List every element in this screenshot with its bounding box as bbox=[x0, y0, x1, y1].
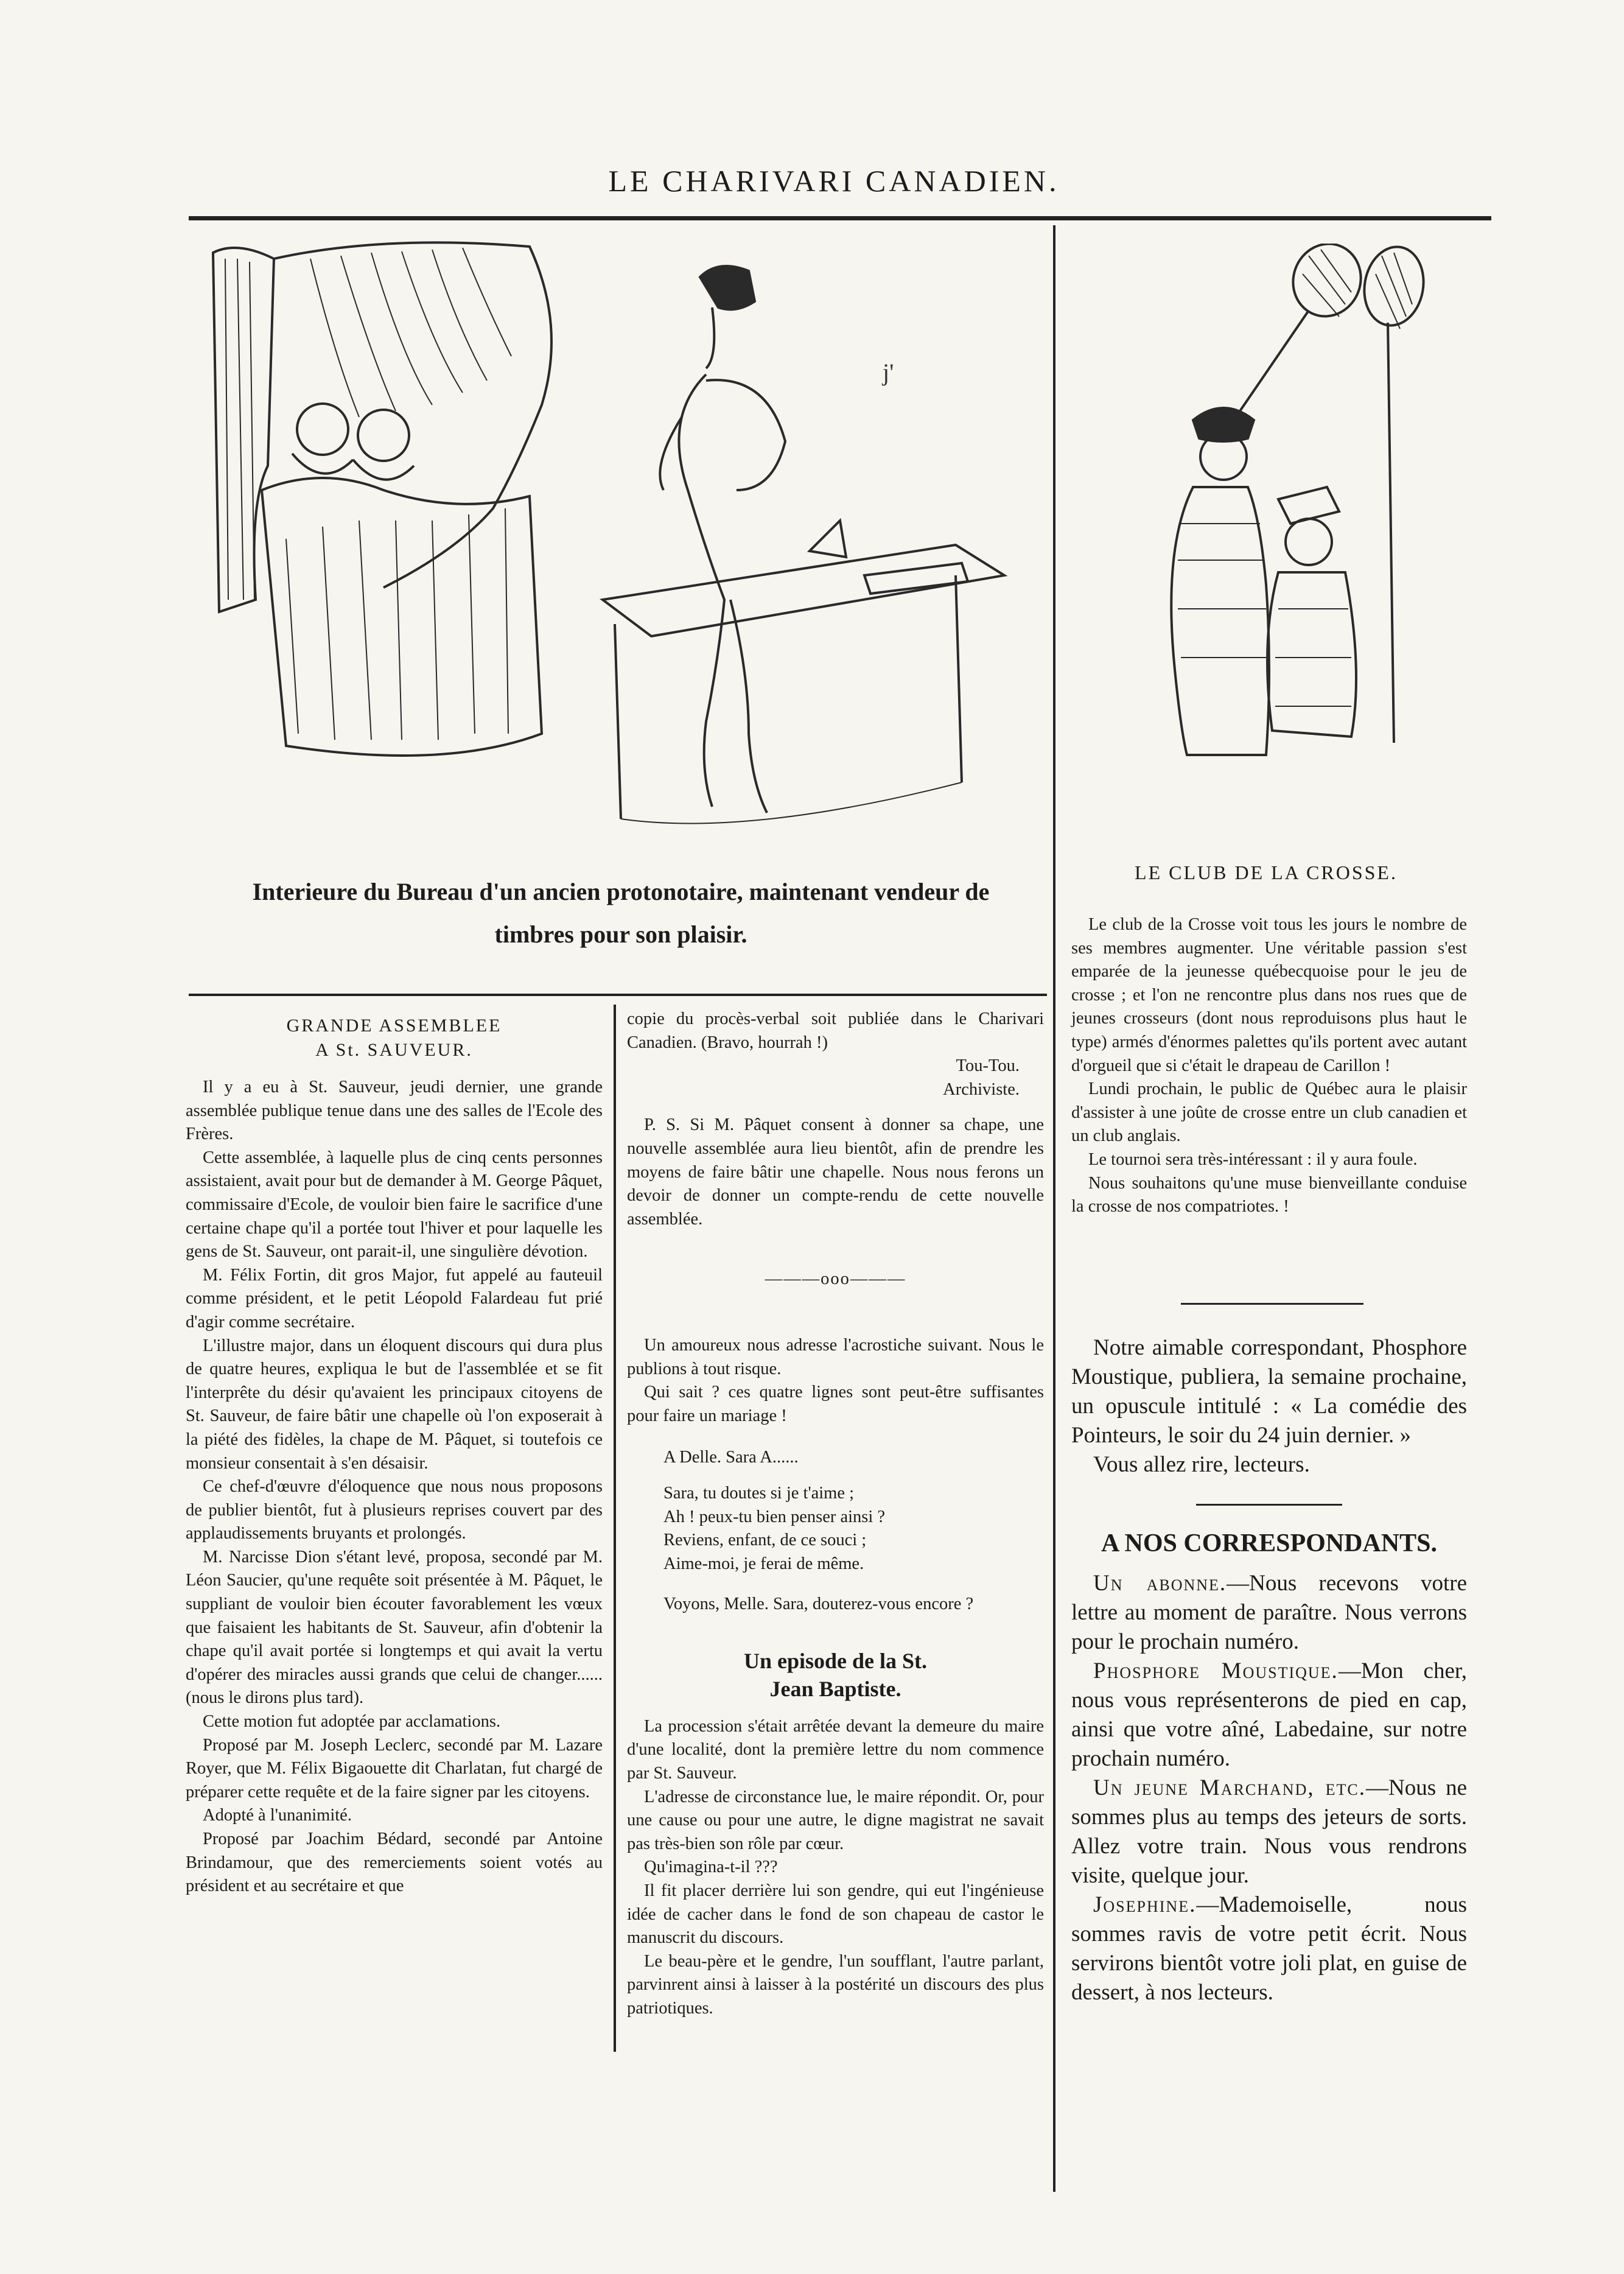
correspondent-reply: —Nous ne sommes plus au temps des jeteurs de sorts. Allez votre train. Nous vous rendrons visite, quelque jour. bbox=[1071, 1775, 1467, 1888]
section-rule bbox=[189, 994, 1047, 996]
notice-opuscule: Notre aimable correspondant, Phosphore Moustique, publiera, la semaine prochaine, un opuscule intitulé : « La comédie des Pointeurs, le soir du 24 juin dernier. » bbox=[1071, 1335, 1467, 1448]
column-middle bbox=[627, 1008, 1044, 2021]
assemblee-paragraph: Il y a eu à St. Sauveur, jeudi dernier, une grande assemblée publique tenue dans une des salles de l'Ecole des Frères. bbox=[186, 1078, 603, 1144]
episode-paragraph: La procession s'était arrêtée devant la demeure du maire d'une localité, dont la première lettre du nom commence par St. Sauveur. bbox=[627, 1716, 1044, 1783]
correspondent-name: Phosphore Moustique. bbox=[1093, 1658, 1339, 1683]
column-rule-right bbox=[1053, 225, 1055, 2192]
acrostic-line: Aime-moi, je ferai de même. bbox=[663, 1554, 864, 1573]
crosse-paragraph: Lundi prochain, le public de Québec aura le plaisir d'assister à une joûte de crosse entre un club canadien et un club anglais. bbox=[1071, 1079, 1467, 1146]
notice-rire: Vous allez rire, lecteurs. bbox=[1093, 1452, 1310, 1477]
signature-name: Tou-Tou. bbox=[956, 1056, 1020, 1076]
crosse-illustration bbox=[1126, 244, 1443, 791]
assemblee-subtitle: A St. SAUVEUR. bbox=[315, 1040, 473, 1060]
masthead-title: LE CHARIVARI CANADIEN. bbox=[608, 164, 1060, 198]
crosse-caption: LE CLUB DE LA CROSSE. bbox=[1135, 862, 1398, 883]
assemblee-paragraph: Cette motion fut adoptée par acclamations. bbox=[203, 1712, 501, 1732]
acrostic-line: Reviens, enfant, de ce souci ; bbox=[663, 1531, 867, 1550]
assemblee-paragraph: M. Narcisse Dion s'étant levé, proposa, secondé par M. Léon Saucier, qu'une requête soit présentée à M. Pâquet, le suppliant de vouloir bien écouter favorablement les vœux que faisaient les habitants de St. Sauveur, afin d'obtenir la chape qu'il avait portée si longtemps et qui avait la vertu d'opérer des miracles aussi grands que celui de changer......(nous le dirons plus tard). bbox=[186, 1547, 603, 1708]
masthead-rule bbox=[189, 216, 1491, 220]
acrostic-closing: Voyons, Melle. Sara, douterez-vous encore ? bbox=[663, 1595, 974, 1614]
assemblee-paragraph: Ce chef-d'œuvre d'éloquence que nous nous proposons de publier bientôt, fut à plusieurs reprises couvert par des applaudissements bruyants et prolongés. bbox=[186, 1477, 603, 1543]
assemblee-paragraph: Proposé par Joachim Bédard, secondé par Antoine Brindamour, que des remerciements soient votés au président et au secrétaire et que bbox=[186, 1830, 603, 1896]
episode-subtitle: Jean Baptiste. bbox=[769, 1676, 901, 1701]
column-notices bbox=[1071, 1333, 1467, 2007]
crosse-paragraph: Le club de la Crosse voit tous les jours le nombre de ses membres augmenter. Une véritable passion s'est emparée de la jeunesse québecquoise pour le jeu de crosse ; et l'on ne rencontre plus dans nos rues que de jeunes crosseurs (dont nous reproduisons plus haut le type) armés d'énormes palettes qu'ils portent avec autant d'orgueil que si c'était le drapeau de Carillon ! bbox=[1071, 915, 1467, 1075]
crosse-paragraph: Nous souhaitons qu'une muse bienveillante conduise la crosse de nos compatriotes. ! bbox=[1071, 1173, 1467, 1216]
column-crosse bbox=[1071, 913, 1467, 1219]
acrostic-intro-2: Qui sait ? ces quatre lignes sont peut-être suffisantes pour faire un mariage ! bbox=[627, 1383, 1044, 1425]
correspondent-name: Un jeune Marchand, etc. bbox=[1093, 1775, 1366, 1800]
correspondent-entry bbox=[1071, 1657, 1467, 1774]
correspondent-reply: —Mon cher, nous vous représenterons de pied en cap, ainsi que votre aîné, Labedaine, sur notre prochain numéro. bbox=[1071, 1658, 1467, 1771]
correspondent-entry bbox=[1071, 1569, 1467, 1657]
protonotaire-illustration bbox=[201, 234, 1041, 855]
signature-title: Archiviste. bbox=[943, 1079, 1020, 1099]
acrostic-intro: Un amoureux nous adresse l'acrostiche suivant. Nous le publions à tout risque. bbox=[627, 1335, 1044, 1378]
illustration-caption: Interieure du Bureau d'un ancien protonotaire, maintenant vendeur de timbres pour son plaisir. bbox=[252, 878, 990, 948]
correspondent-entry bbox=[1071, 1774, 1467, 1890]
illustration-mark: j' bbox=[883, 359, 894, 386]
assemblee-paragraph: Adopté à l'unanimité. bbox=[203, 1806, 352, 1825]
crosse-paragraph: Le tournoi sera très-intéressant : il y aura foule. bbox=[1088, 1149, 1418, 1169]
column-rule-mid bbox=[614, 1005, 616, 2052]
episode-title: Un episode de la St. bbox=[743, 1648, 928, 1673]
episode-paragraph: Qu'imagina-t-il ??? bbox=[644, 1858, 778, 1877]
correspondent-name: Josephine. bbox=[1093, 1892, 1197, 1917]
assemblee-paragraph: L'illustre major, dans un éloquent discours qui dura plus de quatre heures, expliqua le but de l'assemblée et se fit l'interprête du désir qu'avaient les principaux citoyens de St. Sauveur, de faire bâtir une chapelle où l'on exposerait à la piété des fidèles, la chape de M. Pâquet, si toutefois ce monsieur consentait à s'en désaisir. bbox=[186, 1336, 603, 1473]
postscript: P. S. Si M. Pâquet consent à donner sa chape, une nouvelle assemblée aura lieu bientôt, afin de prendre les moyens de faire bâtir une chapelle. Nous nous ferons un devoir de donner un compte-rendu de cette nouvelle assemblée. bbox=[627, 1115, 1044, 1229]
episode-paragraph: Le beau-père et le gendre, l'un soufflant, l'autre parlant, parvinrent ainsi à laisser à la postérité un discours des plus patriotiques. bbox=[627, 1951, 1044, 2018]
episode-paragraph: Il fit placer derrière lui son gendre, qui eut l'ingénieuse idée de cacher dans le fond de son chapeau de castor le manuscrit du discours. bbox=[627, 1881, 1044, 1948]
correspondent-reply: —Nous recevons votre lettre au moment de paraître. Nous verrons pour le prochain numéro. bbox=[1071, 1571, 1467, 1654]
correspondents-title: A NOS CORRESPONDANTS. bbox=[1101, 1529, 1437, 1557]
correspondent-reply: —Mademoiselle, nous sommes ravis de votre petit écrit. Nous servirons bientôt votre joli plat, en guise de dessert, à nos lecteurs. bbox=[1071, 1892, 1467, 2005]
assemblee-paragraph: Proposé par M. Joseph Leclerc, secondé par M. Lazare Royer, que M. Félix Bigaouette dit Charlatan, fut chargé de préparer cette requête et de la faire signer par les citoyens. bbox=[186, 1735, 603, 1802]
assemblee-continuation: copie du procès-verbal soit publiée dans le Charivari Canadien. (Bravo, hourrah !) bbox=[627, 1009, 1044, 1052]
episode-paragraph: L'adresse de circonstance lue, le maire répondit. Or, pour une cause ou pour une autre, le digne magistrat ne savait pas très-bien son rôle par cœur. bbox=[627, 1787, 1044, 1853]
assemblee-title: GRANDE ASSEMBLEE bbox=[286, 1016, 502, 1036]
acrostic-line: Sara, tu doutes si je t'aime ; bbox=[663, 1483, 855, 1503]
assemblee-paragraph: M. Félix Fortin, dit gros Major, fut appelé au fauteuil comme président, et le petit Léopold Falardeau fut prié d'agir comme secrétaire. bbox=[186, 1265, 603, 1332]
correspondent-name: Un abonne. bbox=[1093, 1571, 1227, 1596]
acrostic-verse bbox=[627, 1482, 1044, 1576]
separator: ———ooo——— bbox=[765, 1269, 906, 1289]
notice-rule bbox=[1181, 1303, 1363, 1305]
notice-divider bbox=[1196, 1504, 1342, 1506]
assemblee-paragraph: Cette assemblée, à laquelle plus de cinq cents personnes assistaient, avait pour but de demander à M. George Pâquet, commissaire d'Ecole, de vouloir bien faire le sacrifice d'une certaine chape qu'il a portée tout l'hiver et pour laquelle les gens de St. Sauveur, ont parait-il, une singulière dévotion. bbox=[186, 1148, 603, 1262]
column-assemblee bbox=[186, 1014, 603, 1898]
correspondent-entry bbox=[1071, 1890, 1467, 2007]
acrostic-dedication: A Delle. Sara A...... bbox=[663, 1448, 799, 1467]
acrostic-line: Ah ! peux-tu bien penser ainsi ? bbox=[663, 1507, 886, 1526]
